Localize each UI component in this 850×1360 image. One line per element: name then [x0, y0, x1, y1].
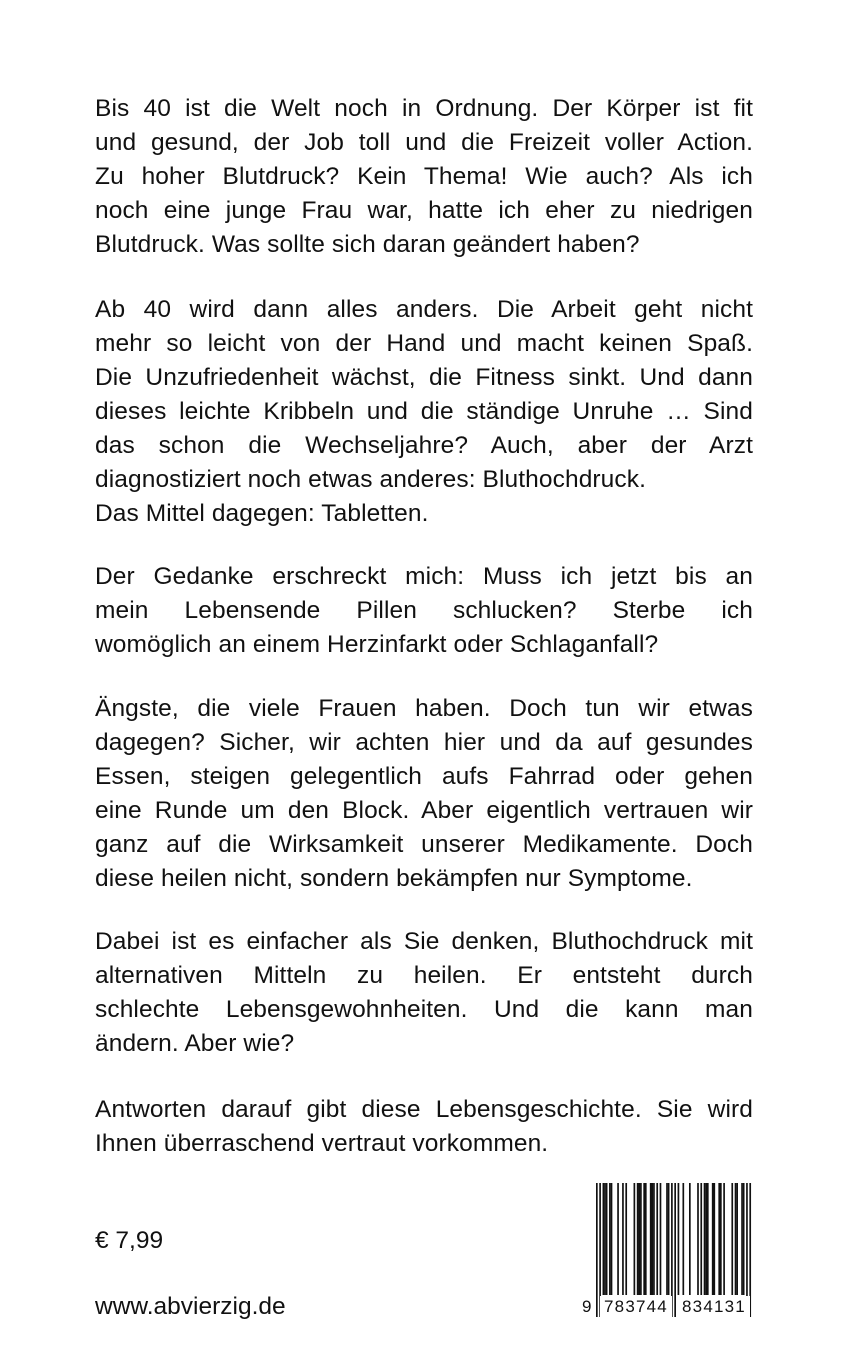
- barcode-bar: [622, 1183, 624, 1295]
- barcode-bar: [731, 1183, 733, 1295]
- text-line: ganz auf die Wirksamkeit unserer Medikamente. Doch: [95, 831, 753, 858]
- isbn-right-group: 834131: [678, 1296, 750, 1318]
- barcode-bar: [700, 1183, 702, 1295]
- barcode-bar: [678, 1183, 680, 1295]
- paragraph-1: [95, 92, 753, 262]
- paragraph-2: [95, 293, 753, 531]
- barcode-bar: [705, 1183, 707, 1295]
- text-line: mein Lebensende Pillen schlucken? Sterbe ich: [95, 597, 753, 624]
- text-line: schlechte Lebensgewohnheiten. Und die kann man: [95, 996, 753, 1023]
- barcode-bar: [653, 1183, 655, 1295]
- text-line: eine Runde um den Block. Aber eigentlich vertrauen wir: [95, 797, 753, 824]
- barcode-bar: [640, 1183, 642, 1295]
- price: € 7,99: [95, 1227, 164, 1254]
- barcode-bar: [707, 1183, 709, 1295]
- barcode-bar: [650, 1183, 652, 1295]
- text-line: womöglich an einem Herzinfarkt oder Schlaganfall?: [95, 631, 659, 658]
- text-line: und gesund, der Job toll und die Freizeit voller Action.: [95, 129, 753, 156]
- text-line: diagnostiziert noch etwas anderes: Bluthochdruck.: [95, 466, 647, 493]
- text-line: Der Gedanke erschreckt mich: Muss ich jetzt bis an: [95, 563, 753, 590]
- website-url: www.abvierzig.de: [95, 1293, 286, 1320]
- barcode-bar: [668, 1183, 670, 1295]
- barcode-bar: [723, 1183, 725, 1295]
- barcode-bar: [603, 1183, 605, 1295]
- barcode-bar: [704, 1183, 706, 1295]
- text-line: dieses leichte Kribbeln und die ständige Unruhe … Sind: [95, 398, 753, 425]
- barcode-bar: [604, 1183, 606, 1295]
- barcode-bar: [743, 1183, 745, 1295]
- barcode-bar: [735, 1183, 737, 1295]
- text-line: Die Unzufriedenheit wächst, die Fitness sinkt. Und dann: [95, 364, 753, 391]
- text-line: Antworten darauf gibt diese Lebensgeschichte. Sie wird: [95, 1096, 753, 1123]
- barcode-bar: [638, 1183, 640, 1295]
- paragraph-6: [95, 1093, 753, 1161]
- text-line: Das Mittel dagegen: Tabletten.: [95, 500, 429, 527]
- text-line: Bis 40 ist die Welt noch in Ordnung. Der Körper ist fit: [95, 95, 753, 122]
- barcode-bar: [656, 1183, 658, 1295]
- text-line: ändern. Aber wie?: [95, 1030, 295, 1057]
- barcode-bar: [697, 1183, 699, 1295]
- barcode-bar: [712, 1183, 714, 1295]
- barcode-bar: [645, 1183, 647, 1295]
- barcode-bar: [611, 1183, 613, 1295]
- isbn-first-digit: 9: [582, 1297, 592, 1316]
- text-line: Dabei ist es einfacher als Sie denken, Bluthochdruck mit: [95, 928, 753, 955]
- barcode-bar: [651, 1183, 653, 1295]
- paragraph-4: [95, 692, 753, 896]
- barcode-bar: [606, 1183, 608, 1295]
- barcode-bar: [617, 1183, 619, 1295]
- barcode-bar: [736, 1183, 738, 1295]
- barcode-bar: [666, 1183, 668, 1295]
- text-line: alternativen Mitteln zu heilen. Er entsteht durch: [95, 962, 753, 989]
- barcode-bar: [625, 1183, 627, 1295]
- barcode-bar: [718, 1183, 720, 1295]
- barcode-bar: [682, 1183, 684, 1295]
- text-line: Ängste, die viele Frauen haben. Doch tun wir etwas: [95, 695, 753, 722]
- text-line: diese heilen nicht, sondern bekämpfen nur Symptome.: [95, 865, 693, 892]
- isbn-digits: [582, 1296, 754, 1318]
- text-line: Blutdruck. Was sollte sich daran geändert haben?: [95, 231, 640, 258]
- barcode-bar: [634, 1183, 636, 1295]
- barcode-bar: [609, 1183, 611, 1295]
- text-line: Essen, steigen gelegentlich aufs Fahrrad oder gehen: [95, 763, 753, 790]
- paragraph-3: [95, 560, 753, 662]
- barcode-bar: [741, 1183, 743, 1295]
- text-line: mehr so leicht von der Hand und macht keinen Spaß.: [95, 330, 753, 357]
- barcode-bar: [713, 1183, 715, 1295]
- barcode-bar: [689, 1183, 691, 1295]
- barcode-bar: [720, 1183, 722, 1295]
- text-line: dagegen? Sicher, wir achten hier und da auf gesundes: [95, 729, 753, 756]
- barcode-bar: [643, 1183, 645, 1295]
- isbn-left-group: 783744: [600, 1296, 672, 1318]
- paragraph-5: [95, 925, 753, 1061]
- barcode-bar: [637, 1183, 639, 1295]
- text-line: noch eine junge Frau war, hatte ich eher zu niedrigen: [95, 197, 753, 224]
- text-line: Ihnen überraschend vertraut vorkommen.: [95, 1130, 549, 1157]
- text-line: das schon die Wechseljahre? Auch, aber der Arzt: [95, 432, 753, 459]
- barcode-bar: [660, 1183, 662, 1295]
- text-line: Ab 40 wird dann alles anders. Die Arbeit geht nicht: [95, 296, 753, 323]
- text-line: Zu hoher Blutdruck? Kein Thema! Wie auch? Als ich: [95, 163, 753, 190]
